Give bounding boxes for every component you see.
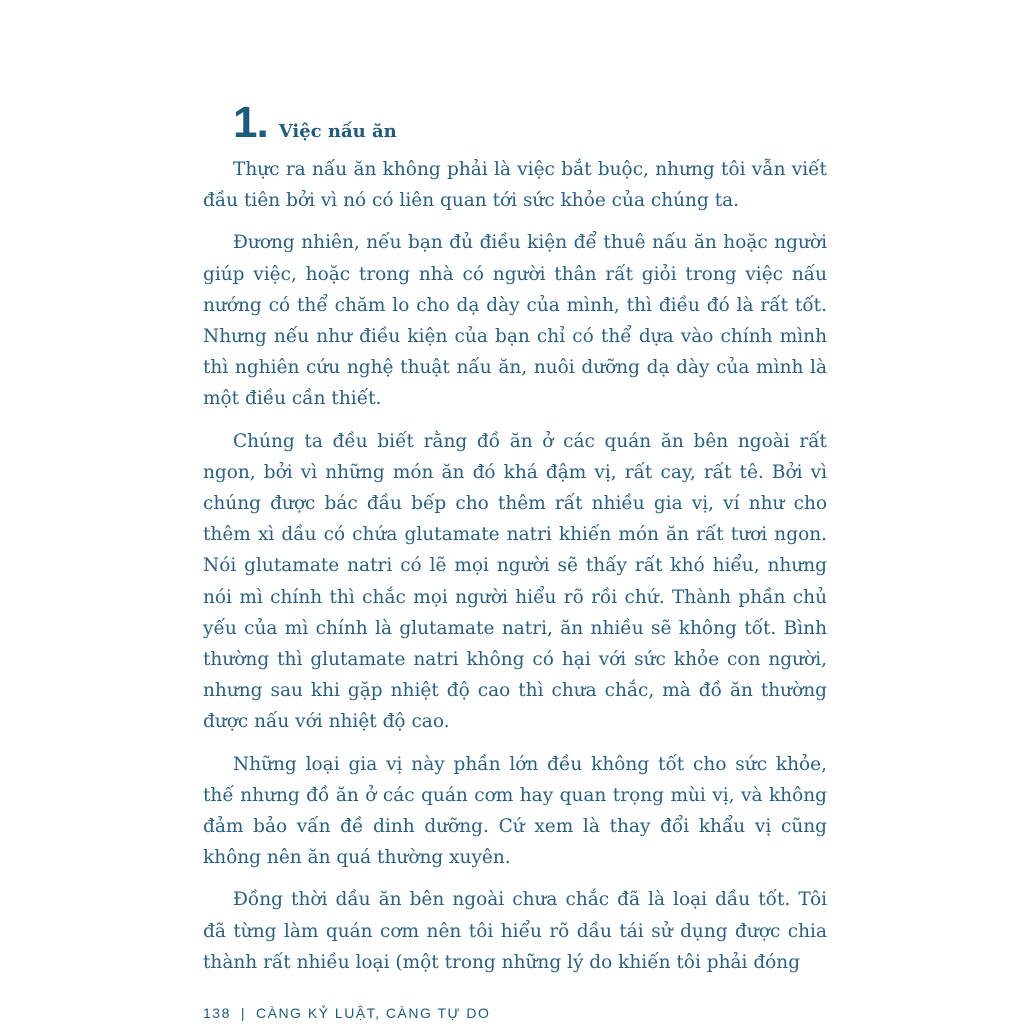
footer-separator: | [240,1005,246,1021]
paragraph: Những loại gia vị này phần lớn đều không tốt cho sức khỏe, thế nhưng đồ ăn ở các quán cơm hay quan trọng mùi vị, và không đảm bảo vấn đề dinh dưỡng. Cứ xem là thay đổi khẩu vị cũng không nên ăn quá thường xuyên. [203,753,827,869]
section-number-dot: . [256,98,269,147]
paragraph: Đương nhiên, nếu bạn đủ điều kiện để thuê nấu ăn hoặc người giúp việc, hoặc trong nhà có người thân rất giỏi trong việc nấu nướng có thể chăm lo cho dạ dày của mình, thì điều đó là rất tốt. Nhưng nếu như điều kiện của bạn chỉ có thể dựa vào chính mình thì nghiên cứu nghệ thuật nấu ăn, nuôi dưỡng dạ dày của mình là một điều cần thiết. [203,232,827,410]
paragraph: Đồng thời dầu ăn bên ngoài chưa chắc đã là loại dầu tốt. Tôi đã từng làm quán cơm nên tôi hiểu rõ dầu tái sử dụng được chia thành rất nhiều loại (một trong những lý do khiến tôi phải đóng [203,889,827,973]
section-title: Việc nấu ăn [278,121,397,142]
section-heading [233,96,827,150]
section-number: 1 [233,98,257,147]
page-number: 138 [203,1005,231,1021]
page-footer [203,1005,490,1021]
page-body [203,96,827,989]
paragraph: Chúng ta đều biết rằng đồ ăn ở các quán ăn bên ngoài rất ngon, bởi vì những món ăn đó khá đậm vị, rất cay, rất tê. Bởi vì chúng được bác đầu bếp cho thêm rất nhiều gia vị, ví như cho thêm xì dầu có chứa glutamate natri khiến món ăn rất tươi ngon. Nói glutamate natri có lẽ mọi người sẽ thấy rất khó hiểu, nhưng nói mì chính thì chắc mọi người hiểu rõ rồi chứ. Thành phần chủ yếu của mì chính là glutamate natri, ăn nhiều sẽ không tốt. Bình thường thì glutamate natri không có hại với sức khỏe con người, nhưng sau khi gặp nhiệt độ cao thì chưa chắc, mà đồ ăn thường được nấu với nhiệt độ cao. [203,430,827,733]
book-title: CÀNG KỶ LUẬT, CÀNG TỰ DO [256,1005,491,1021]
paragraph: Thực ra nấu ăn không phải là việc bắt buộc, nhưng tôi vẫn viết đầu tiên bởi vì nó có liên quan tới sức khỏe của chúng ta. [203,159,827,212]
